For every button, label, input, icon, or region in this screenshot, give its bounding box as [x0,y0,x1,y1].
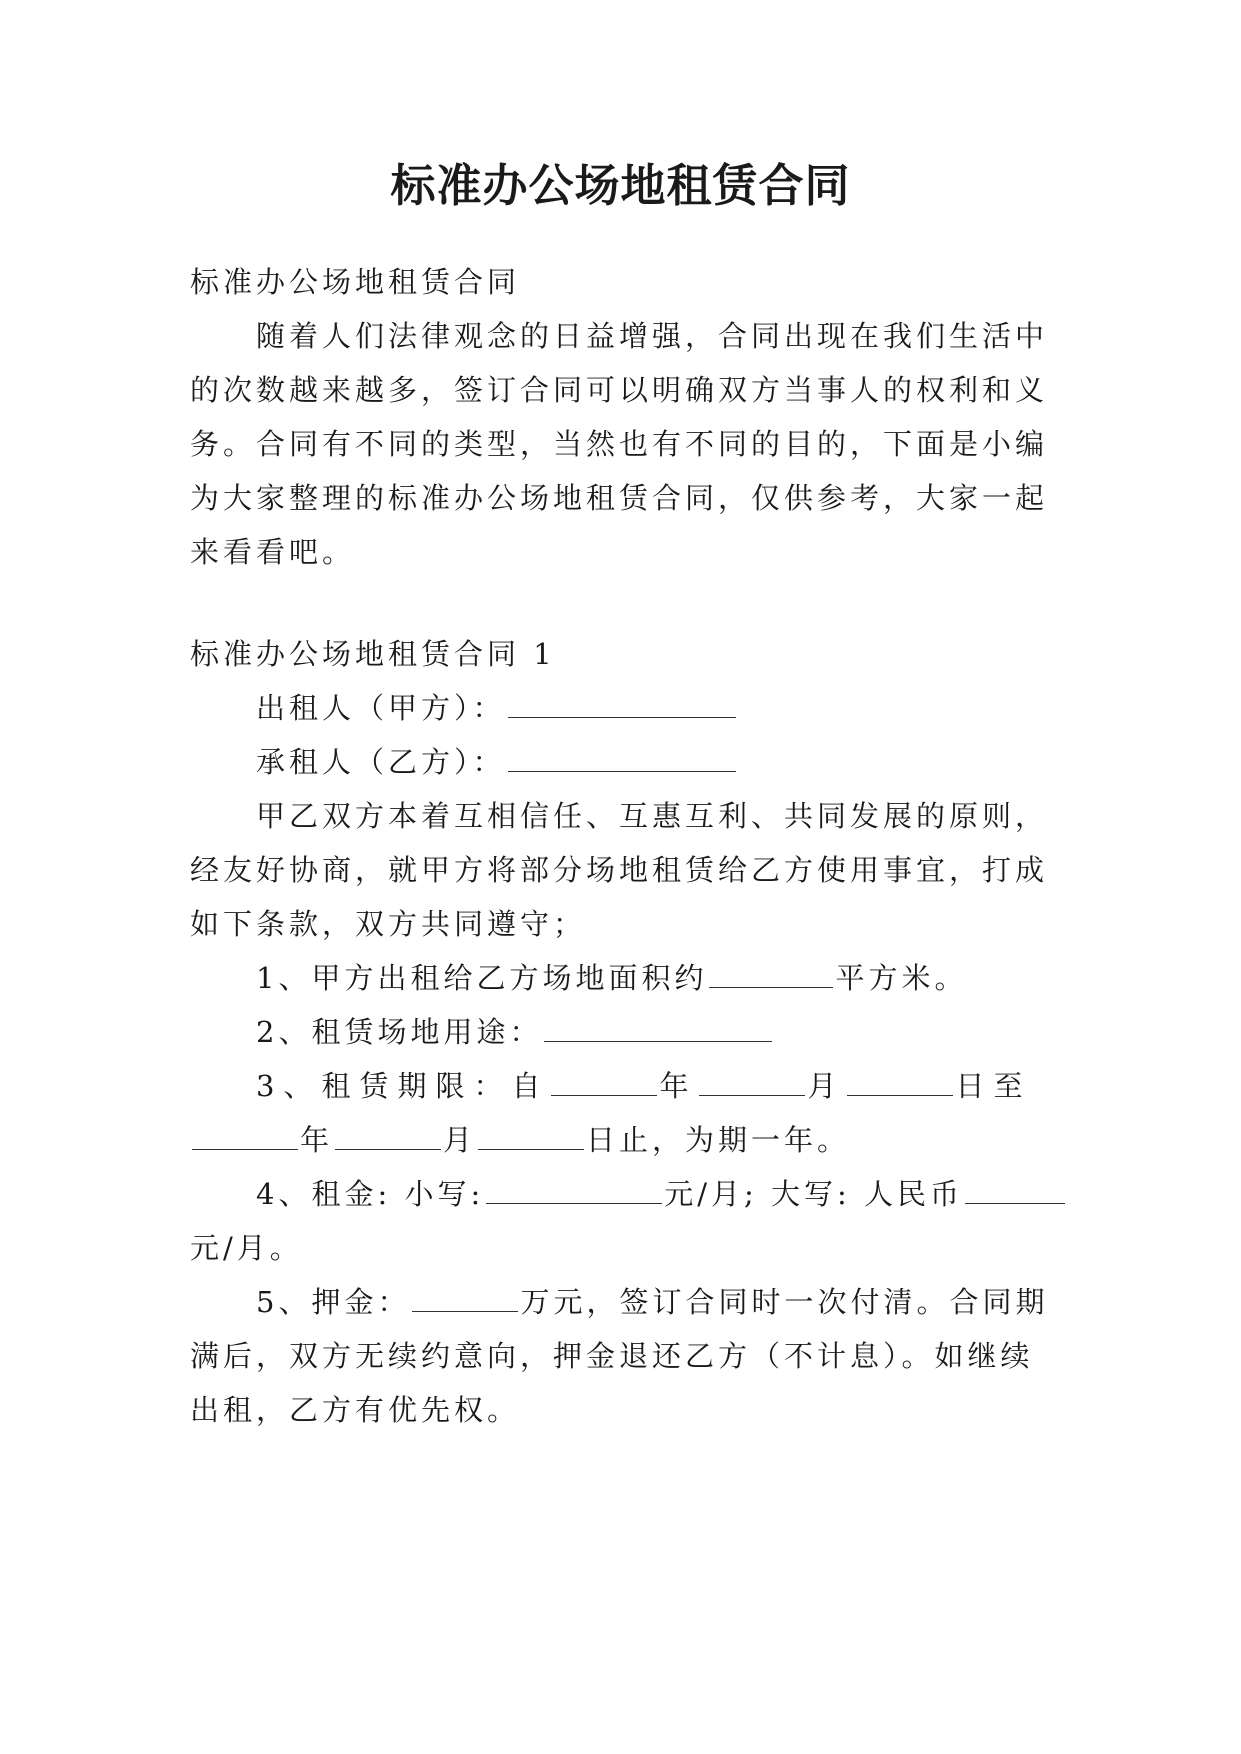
deposit-blank [412,1283,518,1312]
lessee-line [256,742,738,782]
end-month-blank [335,1121,441,1150]
clause-4-mid: 元/月; 大写: 人民币 [664,1177,963,1211]
clause-3-day-end: 日止，为期一年。 [586,1123,851,1157]
clause-5-line: 出租，乙方有优先权。 [190,1393,521,1427]
intro-line: 随着人们法律观念的日益增强，合同出现在我们生活中 [256,319,1049,353]
clause-5-line: 满后，双方无续约意向，押金退还乙方（不计息）。如继续 [190,1339,1034,1373]
area-blank [709,959,833,988]
principle-line: 甲乙双方本着互相信任、互惠互利、共同发展的原则， [256,799,1049,833]
end-day-blank [478,1121,584,1150]
clause-3-year: 年 [659,1069,698,1103]
start-year-blank [551,1067,657,1096]
principle-line: 如下条款，双方共同遵守； [190,907,587,941]
clause-3-month-2: 月 [443,1123,477,1157]
clause-4-text: 4、租金: 小写: [256,1177,485,1211]
clause-3 [256,1066,1032,1106]
section-heading: 标准办公场地租赁合同 1 [190,637,556,671]
intro-heading: 标准办公场地租赁合同 [190,265,521,299]
lessor-blank [508,689,736,718]
intro-line: 务。合同有不同的类型，当然也有不同的目的，下面是小编 [190,427,1049,461]
clause-3-day-to: 日至 [955,1069,1032,1103]
intro-line: 为大家整理的标准办公场地租赁合同，仅供参考，大家一起 [190,481,1049,515]
clause-3-cont [190,1120,850,1160]
clause-3-year-2: 年 [300,1123,334,1157]
clause-1-unit: 平方米。 [835,961,968,995]
clause-5-text: 万元，签订合同时一次付清。合同期 [520,1285,1049,1319]
lessor-line [256,688,738,728]
clause-1 [256,958,967,998]
start-day-blank [847,1067,953,1096]
clause-2-text: 2、租赁场地用途： [256,1015,543,1049]
rent-upper-blank [965,1175,1065,1204]
clause-4-cont: 元/月。 [190,1231,303,1265]
principle-line: 经友好协商，就甲方将部分场地租赁给乙方使用事宜，打成 [190,853,1049,887]
intro-line: 来看看吧。 [190,535,356,569]
lessee-blank [508,743,736,772]
lessor-label: 出租人（甲方）： [256,691,506,725]
end-year-blank [192,1121,298,1150]
clause-3-month: 月 [807,1069,846,1103]
clause-4 [256,1174,1067,1214]
clause-5-label: 5、押金： [256,1285,411,1319]
clause-3-text: 3、租赁期限：自 [256,1069,550,1103]
usage-blank [544,1013,772,1042]
clause-5 [256,1282,1048,1322]
document-title: 标准办公场地租赁合同 [390,159,851,212]
start-month-blank [699,1067,805,1096]
rent-lower-blank [486,1175,662,1204]
clause-2 [256,1012,774,1052]
clause-1-text: 1、甲方出租给乙方场地面积约 [256,961,708,995]
lessee-label: 承租人（乙方）： [256,745,506,779]
intro-line: 的次数越来越多，签订合同可以明确双方当事人的权利和义 [190,373,1049,407]
